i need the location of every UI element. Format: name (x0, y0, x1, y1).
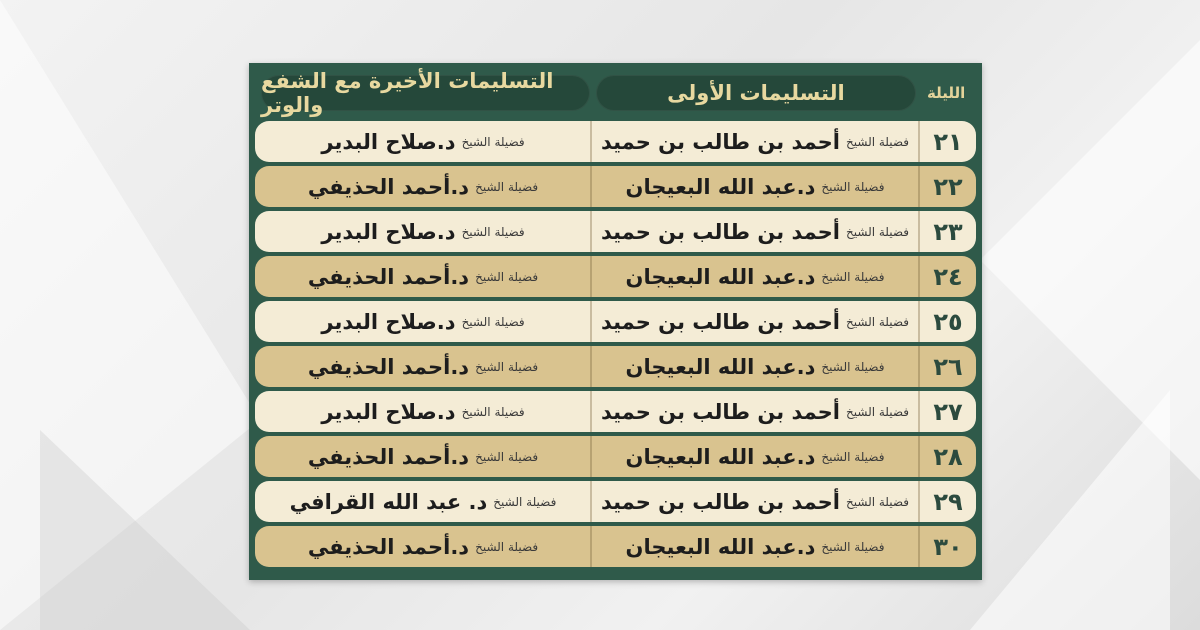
first-taslimat-cell (590, 211, 920, 252)
imam-title: فضيلة الشيخ (475, 539, 539, 554)
imam-title: فضيلة الشيخ (475, 359, 539, 374)
imam-title: فضيلة الشيخ (846, 494, 910, 509)
imam-title: فضيلة الشيخ (846, 224, 910, 239)
night-number: ٢٤ (933, 262, 963, 291)
imam-name: د.عبد الله البعيجان (625, 174, 816, 199)
night-number: ٢٥ (933, 307, 963, 336)
imam-name: د.عبد الله البعيجان (625, 264, 816, 289)
background-triangle (970, 390, 1170, 630)
first-taslimat-cell (590, 481, 920, 522)
table-header (255, 71, 976, 115)
background-triangle (40, 430, 250, 630)
night-number: ٢٨ (933, 442, 963, 471)
first-taslimat-cell (590, 301, 920, 342)
table-row (255, 256, 976, 297)
first-taslimat-cell (590, 256, 920, 297)
night-number: ٢٣ (933, 217, 963, 246)
night-number: ٢٦ (933, 352, 963, 381)
imam-title: فضيلة الشيخ (461, 224, 525, 239)
imam-name: د.أحمد الحذيفي (307, 174, 470, 199)
last-taslimat-cell (256, 391, 590, 432)
last-taslimat-cell (256, 256, 590, 297)
table-row (255, 481, 976, 522)
imam-title: فضيلة الشيخ (821, 539, 885, 554)
imam-name: د.عبد الله البعيجان (625, 534, 816, 559)
imam-title: فضيلة الشيخ (475, 179, 539, 194)
imam-title: فضيلة الشيخ (821, 269, 885, 284)
imam-name: د.صلاح البدير (321, 399, 456, 424)
imam-title: فضيلة الشيخ (821, 359, 885, 374)
imam-name: د.عبد الله البعيجان (625, 444, 816, 469)
imam-name: أحمد بن طالب بن حميد (600, 399, 840, 424)
last-taslimat-cell (256, 211, 590, 252)
last-taslimat-cell (256, 121, 590, 162)
imam-title: فضيلة الشيخ (846, 134, 910, 149)
imam-name: د.صلاح البدير (321, 309, 456, 334)
night-number: ٢٩ (933, 487, 963, 516)
last-taslimat-cell (256, 346, 590, 387)
imam-name: د.أحمد الحذيفي (307, 444, 470, 469)
first-taslimat-cell (590, 121, 920, 162)
imam-name: أحمد بن طالب بن حميد (600, 489, 840, 514)
first-taslimat-cell (590, 391, 920, 432)
imam-title: فضيلة الشيخ (475, 269, 539, 284)
imam-name: د. عبد الله القرافي (289, 489, 488, 514)
imam-name: أحمد بن طالب بن حميد (600, 309, 840, 334)
board-footer (255, 550, 976, 580)
imam-title: فضيلة الشيخ (846, 404, 910, 419)
imam-title: فضيلة الشيخ (475, 449, 539, 464)
imam-name: أحمد بن طالب بن حميد (600, 219, 840, 244)
imam-name: د.صلاح البدير (321, 129, 456, 154)
header-first-taslimat: التسليمات الأولى (596, 75, 917, 111)
imam-title: فضيلة الشيخ (461, 314, 525, 329)
first-taslimat-cell (590, 436, 920, 477)
table-row (255, 121, 976, 162)
night-number: ٢١ (933, 127, 963, 156)
imam-title: فضيلة الشيخ (821, 449, 885, 464)
first-taslimat-cell (590, 166, 920, 207)
imam-name: أحمد بن طالب بن حميد (600, 129, 840, 154)
table-row (255, 436, 976, 477)
table-row (255, 391, 976, 432)
table-row (255, 166, 976, 207)
imam-title: فضيلة الشيخ (461, 404, 525, 419)
prayer-schedule-table (249, 63, 982, 580)
imam-name: د.أحمد الحذيفي (307, 354, 470, 379)
table-body (255, 121, 976, 567)
last-taslimat-cell (256, 481, 590, 522)
imam-title: فضيلة الشيخ (493, 494, 557, 509)
table-row (255, 301, 976, 342)
last-taslimat-cell (256, 301, 590, 342)
imam-name: د.عبد الله البعيجان (625, 354, 816, 379)
imam-title: فضيلة الشيخ (821, 179, 885, 194)
night-number: ٣٠ (933, 532, 963, 561)
imam-name: د.أحمد الحذيفي (307, 264, 470, 289)
header-last-taslimat: التسليمات الأخيرة مع الشفع والوتر (261, 75, 590, 111)
table-row (255, 346, 976, 387)
last-taslimat-cell (256, 166, 590, 207)
imam-name: د.أحمد الحذيفي (307, 534, 470, 559)
night-number: ٢٧ (933, 397, 963, 426)
last-taslimat-cell (256, 436, 590, 477)
night-number: ٢٢ (933, 172, 963, 201)
first-taslimat-cell (590, 346, 920, 387)
table-row (255, 211, 976, 252)
imam-name: د.صلاح البدير (321, 219, 456, 244)
imam-title: فضيلة الشيخ (461, 134, 525, 149)
header-night: الليلة (927, 84, 966, 102)
imam-title: فضيلة الشيخ (846, 314, 910, 329)
